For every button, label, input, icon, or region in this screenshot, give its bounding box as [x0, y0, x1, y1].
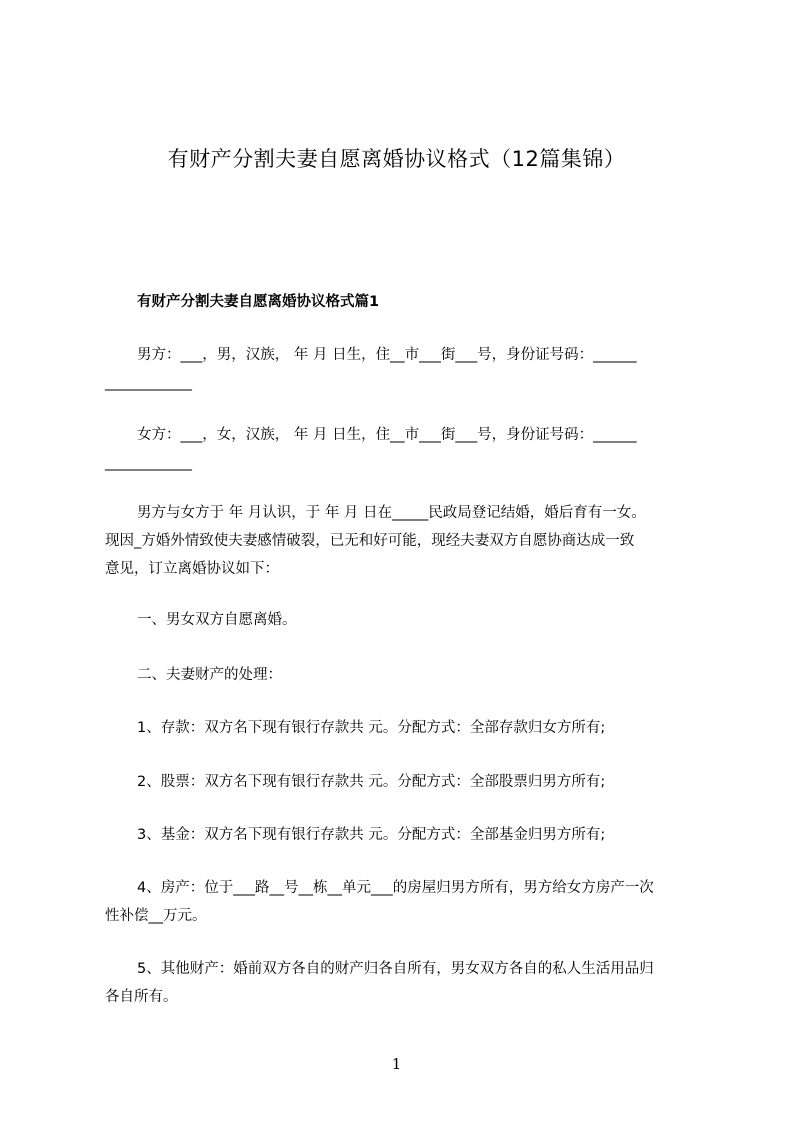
text-line: 各自所有。	[105, 989, 178, 1005]
paragraph-clause-1	[105, 606, 710, 634]
text-line: 4、房产：位于___路__号__栋__单元___的房屋归男方所有，男方给女方房产一次	[137, 880, 654, 896]
text-line: 二、夫妻财产的处理：	[137, 667, 282, 683]
text-line: 男方与女方于 年 月认识，于 年 月 日在_____民政局登记结婚，婚后育有一女。	[137, 505, 646, 521]
text-line: 现因_方婚外情致使夫妻感情破裂，已无和好可能，现经夫妻双方自愿协商达成一致	[105, 533, 635, 549]
document-title: 有财产分割夫妻自愿离婚协议格式（12篇集锦）	[167, 147, 626, 171]
text-line: 男方：___，男，汉族， 年 月 日生，住__市___街___号，身份证号码：______	[137, 347, 637, 363]
text-line: 2、股票：双方名下现有银行存款共 元。分配方式：全部股票归男方所有;	[137, 774, 606, 790]
text-line: 5、其他财产：婚前双方各自的财产归各自所有，男女双方各自的私人生活用品归	[137, 961, 654, 977]
text-line: 一、男女双方自愿离婚。	[137, 612, 297, 628]
text-line: ____________	[105, 375, 192, 391]
paragraph-female-party	[105, 421, 710, 477]
paragraph-item-funds	[105, 821, 710, 849]
paragraph-male-party	[105, 341, 710, 397]
page-number: 1	[391, 1055, 402, 1073]
text-line: ____________	[105, 455, 192, 471]
section-heading: 有财产分割夫妻自愿离婚协议格式篇1	[137, 294, 380, 310]
text-line: 性补偿__万元。	[105, 908, 207, 924]
text-line: 1、存款：双方名下现有银行存款共 元。分配方式：全部存款归女方所有;	[137, 720, 606, 736]
text-line: 3、基金：双方名下现有银行存款共 元。分配方式：全部基金归男方所有;	[137, 827, 606, 843]
text-line: 女方：___，女，汉族， 年 月 日生，住__市___街___号，身份证号码：______	[137, 427, 637, 443]
paragraph-item-stocks	[105, 768, 710, 796]
paragraph-item-other-assets	[105, 955, 710, 1011]
paragraph-item-deposits	[105, 714, 710, 742]
paragraph-item-property	[105, 874, 710, 930]
text-line: 意见，订立离婚协议如下：	[105, 561, 279, 577]
paragraph-clause-2	[105, 661, 710, 689]
paragraph-marriage-background	[105, 499, 710, 583]
